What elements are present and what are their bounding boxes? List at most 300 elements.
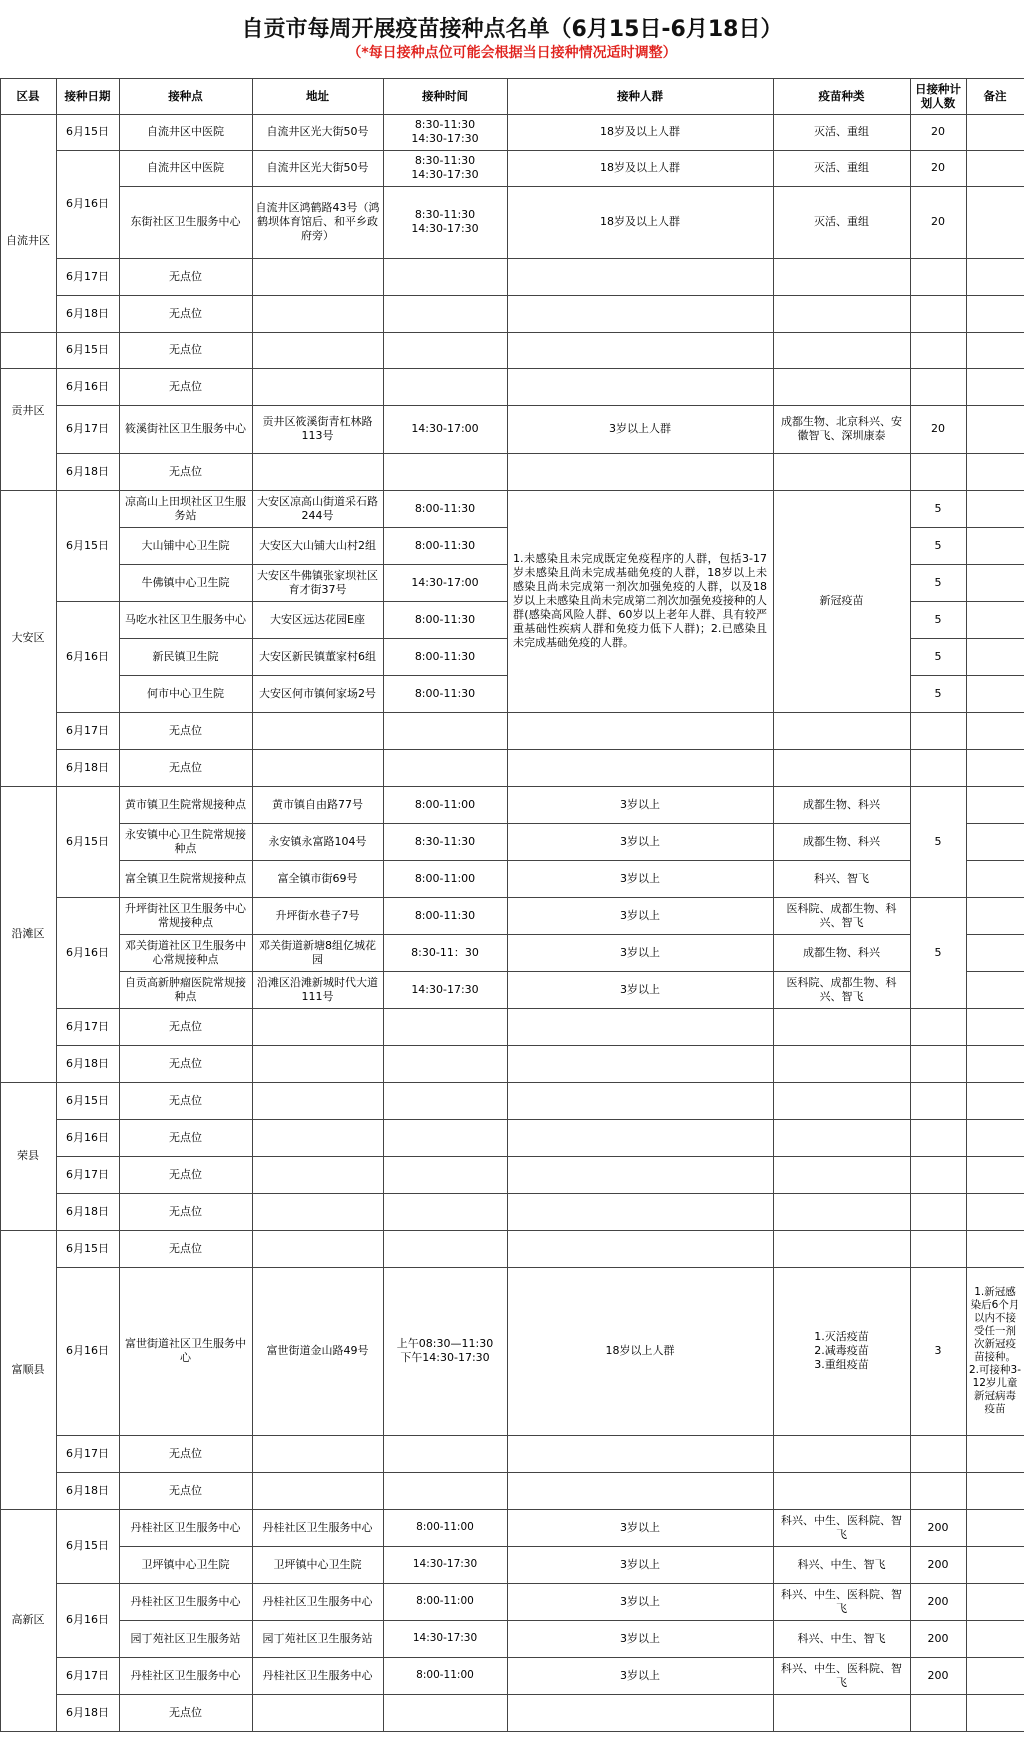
cell-vaccine-type: 新冠疫苗 [819, 594, 864, 607]
cell-daily-quota [910, 1045, 966, 1082]
cell-daily-quota: 5 [934, 649, 942, 663]
cell-remarks [966, 1546, 1024, 1583]
cell-daily-quota [910, 1082, 966, 1119]
cell-time: 8:30-11：30 [411, 945, 479, 959]
cell-population: 1.未感染且未完成既定免疫程序的人群，包括3-17岁未感染且尚未完成基础免疫的人群，18岁以上未感染且尚未完成第一剂次加强免疫的人群，以及18岁以上未感染且尚未完成第二剂次加强免疫接种的人群(感染高风险人群、60岁以上老年人群、具有较严重基础性疾病人群和免疫力低下人群)；2.已感染且未完成基础免疫的人群。 [513, 552, 767, 649]
cell-time [383, 332, 507, 368]
cell-time [383, 258, 507, 295]
cell-site: 无点位 [169, 1093, 202, 1107]
cell-date: 6月18日 [66, 306, 109, 320]
header-date: 接种日期 [64, 89, 111, 103]
cell-date: 6月17日 [66, 723, 109, 737]
cell-address [252, 1230, 383, 1267]
cell-remarks [966, 712, 1024, 749]
cell-vaccine-type [773, 368, 910, 405]
cell-address: 贡井区筱溪街青杠林路113号 [262, 415, 373, 442]
cell-vaccine-type: 医科院、成都生物、科兴、智飞 [786, 975, 897, 1003]
cell-time [383, 1082, 507, 1119]
cell-site: 无点位 [169, 760, 202, 774]
cell-population [507, 453, 773, 490]
cell-vaccine-type: 科兴、中生、医科院、智飞 [781, 1587, 902, 1615]
cell-population [507, 1045, 773, 1082]
cell-daily-quota: 5 [934, 501, 942, 515]
cell-population [507, 332, 773, 368]
header-daily-quota: 日接种计划人数 [915, 82, 961, 110]
cell-address [252, 1045, 383, 1082]
cell-remarks [966, 527, 1024, 564]
cell-district: 富顺县 [11, 1362, 45, 1376]
cell-daily-quota: 20 [931, 215, 945, 228]
cell-date: 6月15日 [66, 834, 109, 848]
cell-remarks [966, 971, 1024, 1008]
cell-site: 新民镇卫生院 [152, 649, 219, 663]
cell-site: 何市中心卫生院 [147, 686, 224, 700]
cell-population [507, 1008, 773, 1045]
cell-site: 无点位 [169, 1130, 202, 1144]
cell-site: 无点位 [169, 269, 202, 283]
cell-time: 14:30-17:00 [411, 422, 479, 435]
cell-date: 6月18日 [66, 1204, 109, 1218]
cell-daily-quota: 20 [931, 125, 945, 138]
cell-date: 6月18日 [66, 1056, 109, 1070]
cell-remarks [966, 1156, 1024, 1193]
cell-address: 自流井区鸿鹤路43号（鸿鹤坝体育馆后、和平乡政府旁） [255, 201, 380, 242]
cell-site: 无点位 [169, 1056, 202, 1070]
cell-daily-quota: 200 [927, 1594, 949, 1608]
cell-time: 8:00-11:30 [414, 501, 476, 515]
cell-daily-quota [910, 1230, 966, 1267]
cell-time: 14:30-17:30 [412, 1558, 478, 1570]
cell-daily-quota: 5 [934, 612, 942, 626]
cell-time: 8:30-11:30 [414, 834, 476, 848]
cell-address: 自流井区光大街50号 [266, 161, 369, 174]
cell-site: 富世街道社区卫生服务中心 [125, 1337, 246, 1364]
cell-vaccine-type [773, 295, 910, 332]
cell-address: 园丁苑社区卫生服务站 [262, 1631, 373, 1645]
cell-daily-quota: 200 [927, 1668, 949, 1682]
cell-daily-quota [910, 712, 966, 749]
cell-remarks [966, 1119, 1024, 1156]
cell-remarks [966, 1509, 1024, 1546]
cell-date: 6月17日 [66, 1446, 109, 1460]
cell-address: 丹桂社区卫生服务中心 [262, 1520, 373, 1534]
cell-remarks [966, 897, 1024, 934]
cell-population: 3岁以上 [620, 945, 660, 959]
cell-time [383, 1472, 507, 1509]
cell-site: 无点位 [169, 1483, 202, 1497]
cell-population: 18岁及以上人群 [600, 161, 680, 174]
cell-daily-quota [910, 1472, 966, 1509]
cell-address: 大安区远达花园E座 [270, 612, 365, 626]
cell-site: 东街社区卫生服务中心 [130, 215, 241, 228]
cell-date: 6月15日 [66, 1539, 109, 1552]
cell-time: 8:30-11:30 14:30-17:30 [411, 118, 479, 145]
cell-population: 3岁以上 [620, 908, 660, 922]
cell-date: 6月15日 [66, 1093, 109, 1107]
cell-vaccine-type: 科兴、中生、智飞 [797, 1631, 886, 1645]
cell-address: 沿滩区沿滩新城时代大道111号 [257, 975, 378, 1003]
cell-address [252, 712, 383, 749]
cell-vaccine-type [773, 1008, 910, 1045]
cell-daily-quota [910, 1435, 966, 1472]
cell-remarks [966, 860, 1024, 897]
cell-district: 贡井区 [11, 404, 45, 417]
cell-address: 自流井区光大街50号 [266, 125, 369, 138]
cell-daily-quota: 20 [931, 422, 945, 435]
cell-site: 黄市镇卫生院常规接种点 [125, 797, 246, 811]
cell-address [252, 1156, 383, 1193]
cell-daily-quota: 200 [927, 1520, 949, 1534]
cell-vaccine-type [773, 1082, 910, 1119]
cell-remarks [966, 1008, 1024, 1045]
cell-time [383, 295, 507, 332]
cell-site: 永安镇中心卫生院常规接种点 [125, 827, 246, 855]
cell-vaccine-type: 成都生物、北京科兴、安徽智飞、深圳康泰 [781, 415, 902, 442]
cell-daily-quota: 5 [934, 834, 942, 848]
cell-vaccine-type: 成都生物、科兴 [803, 945, 880, 959]
cell-address: 黄市镇自由路77号 [272, 797, 363, 811]
cell-site: 筱溪街社区卫生服务中心 [125, 422, 246, 435]
cell-time: 8:00-11:30 [414, 649, 476, 663]
cell-address: 富世街道金山路49号 [266, 1344, 369, 1357]
cell-address: 升坪街水巷子7号 [275, 908, 360, 922]
cell-population: 3岁以上 [620, 1557, 660, 1571]
cell-site: 邓关街道社区卫生服务中心常规接种点 [125, 938, 246, 966]
cell-vaccine-type: 灭活、重组 [814, 215, 869, 228]
cell-population [507, 1435, 773, 1472]
cell-population: 3岁以上 [620, 871, 660, 885]
cell-vaccine-type [773, 258, 910, 295]
cell-daily-quota: 5 [934, 686, 942, 700]
cell-population: 3岁以上 [620, 1668, 660, 1682]
cell-address [252, 1119, 383, 1156]
cell-site: 无点位 [169, 723, 202, 737]
cell-remarks [966, 1694, 1024, 1731]
cell-address: 永安镇永富路104号 [268, 834, 367, 848]
cell-site: 无点位 [169, 379, 202, 393]
cell-vaccine-type: 科兴、中生、医科院、智飞 [781, 1661, 902, 1689]
cell-time: 8:00-11:30 [414, 686, 476, 700]
cell-date: 6月16日 [66, 1613, 109, 1626]
cell-vaccine-type: 灭活、重组 [814, 161, 869, 174]
cell-remarks: 1.新冠感染后6个月以内不接受任一剂次新冠疫苗接种。2.可接种3-12岁儿童新冠病毒疫苗 [969, 1286, 1021, 1415]
cell-address [252, 295, 383, 332]
cell-date: 6月16日 [66, 197, 109, 210]
cell-address: 富全镇市街69号 [277, 871, 358, 885]
cell-district: 自流井区 [6, 234, 50, 247]
cell-vaccine-type: 医科院、成都生物、科兴、智飞 [786, 901, 897, 929]
cell-address [252, 1082, 383, 1119]
cell-population: 3岁以上人群 [609, 422, 671, 435]
cell-time: 8:00-11:30 [414, 612, 476, 626]
cell-time: 8:30-11:30 14:30-17:30 [411, 154, 479, 181]
cell-site: 无点位 [169, 1705, 202, 1719]
cell-remarks [966, 186, 1024, 258]
cell-population [507, 1082, 773, 1119]
cell-address [252, 453, 383, 490]
cell-address [252, 1008, 383, 1045]
cell-site: 自流井区中医院 [147, 161, 224, 174]
cell-vaccine-type: 灭活、重组 [814, 125, 869, 138]
cell-site: 凉高山上田坝社区卫生服务站 [125, 494, 246, 522]
cell-address [252, 368, 383, 405]
cell-remarks [966, 786, 1024, 823]
cell-date: 6月15日 [66, 343, 109, 356]
cell-vaccine-type: 成都生物、科兴 [803, 797, 880, 811]
cell-daily-quota [910, 332, 966, 368]
cell-time: 8:00-11:00 [414, 797, 476, 811]
cell-date: 6月18日 [66, 1705, 109, 1719]
header-address: 地址 [306, 89, 329, 103]
cell-daily-quota: 200 [927, 1557, 949, 1571]
header-remarks: 备注 [983, 89, 1007, 103]
cell-site: 无点位 [169, 343, 202, 356]
cell-population: 3岁以上 [620, 834, 660, 848]
cell-address [252, 1193, 383, 1230]
cell-remarks [966, 934, 1024, 971]
cell-daily-quota: 3 [934, 1344, 942, 1357]
cell-remarks [966, 1045, 1024, 1082]
cell-remarks [966, 1620, 1024, 1657]
cell-address: 丹桂社区卫生服务中心 [262, 1668, 373, 1682]
page-title: 自贡市每周开展疫苗接种点名单（6月15日-6月18日） [241, 17, 783, 42]
cell-vaccine-type: 科兴、智飞 [814, 871, 869, 885]
cell-remarks [966, 150, 1024, 186]
header-time: 接种时间 [422, 89, 468, 103]
cell-remarks [966, 368, 1024, 405]
cell-site: 无点位 [169, 1446, 202, 1460]
cell-address: 大安区凉高山街道采石路244号 [257, 494, 378, 522]
cell-daily-quota: 200 [927, 1631, 949, 1645]
cell-district: 大安区 [11, 631, 45, 644]
cell-vaccine-type: 科兴、中生、智飞 [797, 1557, 886, 1571]
cell-remarks [966, 1230, 1024, 1267]
cell-address: 丹桂社区卫生服务中心 [262, 1594, 373, 1608]
cell-time: 8:00-11:30 [414, 538, 476, 552]
cell-site: 马吃水社区卫生服务中心 [125, 612, 246, 626]
cell-population: 18岁及以上人群 [600, 215, 680, 228]
cell-time: 8:00-11:00 [414, 871, 476, 885]
cell-remarks [966, 749, 1024, 786]
cell-remarks [966, 490, 1024, 527]
cell-remarks [966, 453, 1024, 490]
cell-date: 6月18日 [66, 760, 109, 774]
cell-daily-quota [910, 1008, 966, 1045]
cell-time [383, 453, 507, 490]
cell-population: 3岁以上 [620, 1520, 660, 1534]
cell-time [383, 1119, 507, 1156]
cell-date: 6月16日 [66, 379, 109, 393]
cell-population [507, 368, 773, 405]
cell-population: 3岁以上 [620, 797, 660, 811]
cell-remarks [966, 564, 1024, 601]
cell-time [383, 1193, 507, 1230]
cell-time [383, 749, 507, 786]
cell-site: 无点位 [169, 1167, 202, 1181]
cell-daily-quota: 20 [931, 161, 945, 174]
page-subtitle: （*每日接种点位可能会根据当日接种情况适时调整） [347, 45, 677, 61]
cell-remarks [966, 1657, 1024, 1694]
cell-site: 无点位 [169, 1204, 202, 1218]
cell-vaccine-type [773, 1230, 910, 1267]
cell-population [507, 1472, 773, 1509]
cell-remarks [966, 332, 1024, 368]
cell-date: 6月18日 [66, 1483, 109, 1497]
cell-date: 6月16日 [66, 945, 109, 959]
cell-remarks [966, 1472, 1024, 1509]
cell-address [252, 1472, 383, 1509]
cell-address: 大安区何市镇何家场2号 [259, 686, 376, 700]
cell-date: 6月16日 [66, 649, 109, 663]
cell-date: 6月17日 [66, 1019, 109, 1033]
cell-time: 8:30-11:30 14:30-17:30 [411, 208, 479, 235]
cell-daily-quota [910, 295, 966, 332]
cell-vaccine-type: 科兴、中生、医科院、智飞 [781, 1513, 902, 1541]
cell-site: 大山铺中心卫生院 [141, 538, 230, 552]
cell-time: 14:30-17:30 [412, 1632, 478, 1644]
cell-remarks [966, 258, 1024, 295]
cell-vaccine-type: 1.灭活疫苗 2.减毒疫苗 3.重组疫苗 [814, 1330, 869, 1371]
cell-time [383, 1694, 507, 1731]
cell-population [507, 295, 773, 332]
cell-vaccine-type: 成都生物、科兴 [803, 834, 880, 848]
cell-daily-quota [910, 258, 966, 295]
cell-remarks [966, 405, 1024, 453]
header-population: 接种人群 [617, 89, 663, 103]
cell-address: 邓关街道新塘8组亿城花园 [259, 938, 376, 966]
cell-remarks [966, 675, 1024, 712]
cell-daily-quota [910, 1156, 966, 1193]
cell-district: 荣县 [17, 1149, 39, 1162]
header-vaccine-type: 疫苗种类 [818, 89, 865, 103]
cell-address [252, 332, 383, 368]
cell-time [383, 1230, 507, 1267]
cell-remarks [966, 1583, 1024, 1620]
cell-district: 沿滩区 [11, 927, 45, 940]
cell-site: 无点位 [169, 464, 202, 478]
cell-remarks [966, 823, 1024, 860]
cell-time: 8:00-11:00 [416, 1595, 474, 1607]
cell-date: 6月15日 [66, 538, 109, 552]
cell-daily-quota [910, 368, 966, 405]
cell-vaccine-type [773, 1435, 910, 1472]
cell-vaccine-type [773, 712, 910, 749]
cell-site: 牛佛镇中心卫生院 [141, 575, 230, 589]
cell-vaccine-type [773, 1156, 910, 1193]
cell-population [507, 749, 773, 786]
cell-population [507, 1119, 773, 1156]
cell-remarks [966, 1082, 1024, 1119]
cell-time: 上午08:30—11:30 下午14:30-17:30 [396, 1337, 494, 1364]
cell-daily-quota: 5 [934, 575, 942, 589]
cell-time: 8:00-11:00 [416, 1669, 474, 1681]
cell-site: 无点位 [169, 1241, 202, 1255]
cell-site: 园丁苑社区卫生服务站 [130, 1631, 241, 1645]
cell-time: 8:00-11:30 [414, 908, 476, 922]
cell-population [507, 258, 773, 295]
cell-time [383, 1156, 507, 1193]
cell-time [383, 1045, 507, 1082]
cell-time: 14:30-17:00 [411, 575, 479, 589]
header-district: 区县 [16, 89, 40, 103]
cell-address: 卫坪镇中心卫生院 [273, 1557, 362, 1571]
cell-date: 6月17日 [66, 269, 109, 283]
cell-site: 丹桂社区卫生服务中心 [130, 1520, 241, 1534]
cell-population [507, 1156, 773, 1193]
cell-vaccine-type [773, 1119, 910, 1156]
cell-address [252, 1694, 383, 1731]
cell-vaccine-type [773, 332, 910, 368]
cell-daily-quota: 5 [934, 945, 942, 959]
cell-address: 大安区牛佛镇张家坝社区育才街37号 [257, 568, 378, 596]
cell-district: 高新区 [11, 1613, 45, 1626]
cell-date: 6月17日 [66, 1668, 109, 1682]
cell-vaccine-type [773, 1694, 910, 1731]
cell-time [383, 712, 507, 749]
cell-address: 大安区大山铺大山村2组 [259, 538, 376, 552]
cell-population [507, 1694, 773, 1731]
cell-daily-quota [910, 749, 966, 786]
cell-population: 3岁以上 [620, 1631, 660, 1645]
cell-site: 丹桂社区卫生服务中心 [130, 1594, 241, 1608]
cell-site: 无点位 [169, 306, 202, 320]
cell-site: 卫坪镇中心卫生院 [141, 1557, 230, 1571]
cell-population [507, 1230, 773, 1267]
cell-site: 升坪街社区卫生服务中心常规接种点 [125, 901, 246, 929]
cell-remarks [966, 638, 1024, 675]
cell-population: 3岁以上 [620, 982, 660, 996]
cell-vaccine-type [773, 1472, 910, 1509]
cell-time: 8:00-11:00 [416, 1521, 474, 1533]
cell-daily-quota [910, 453, 966, 490]
cell-population [507, 712, 773, 749]
cell-vaccine-type [773, 1193, 910, 1230]
cell-population: 18岁以上人群 [605, 1344, 675, 1357]
cell-remarks [966, 1435, 1024, 1472]
cell-time [383, 368, 507, 405]
cell-address [252, 749, 383, 786]
cell-date: 6月15日 [66, 1241, 109, 1255]
cell-date: 6月16日 [66, 1344, 109, 1357]
cell-time: 14:30-17:30 [411, 982, 479, 996]
cell-date: 6月16日 [66, 1130, 109, 1144]
cell-date: 6月17日 [66, 422, 109, 435]
cell-site: 自贡高新肿瘤医院常规接种点 [125, 975, 246, 1003]
cell-address: 大安区新民镇董家村6组 [259, 649, 376, 663]
cell-vaccine-type [773, 1045, 910, 1082]
header-site: 接种点 [168, 89, 203, 103]
cell-site: 自流井区中医院 [147, 125, 224, 138]
cell-daily-quota [910, 1694, 966, 1731]
cell-vaccine-type [773, 453, 910, 490]
cell-daily-quota [910, 1193, 966, 1230]
cell-date: 6月15日 [66, 125, 109, 138]
cell-remarks [966, 1193, 1024, 1230]
cell-remarks [966, 601, 1024, 638]
cell-site: 富全镇卫生院常规接种点 [125, 871, 246, 885]
cell-date: 6月17日 [66, 1167, 109, 1181]
cell-daily-quota [910, 1119, 966, 1156]
cell-address [252, 1435, 383, 1472]
cell-population [507, 1193, 773, 1230]
cell-address [252, 258, 383, 295]
cell-population: 18岁及以上人群 [600, 125, 680, 138]
cell-remarks [966, 114, 1024, 150]
cell-population: 3岁以上 [620, 1594, 660, 1608]
cell-daily-quota: 5 [934, 538, 942, 552]
cell-time [383, 1435, 507, 1472]
cell-time [383, 1008, 507, 1045]
